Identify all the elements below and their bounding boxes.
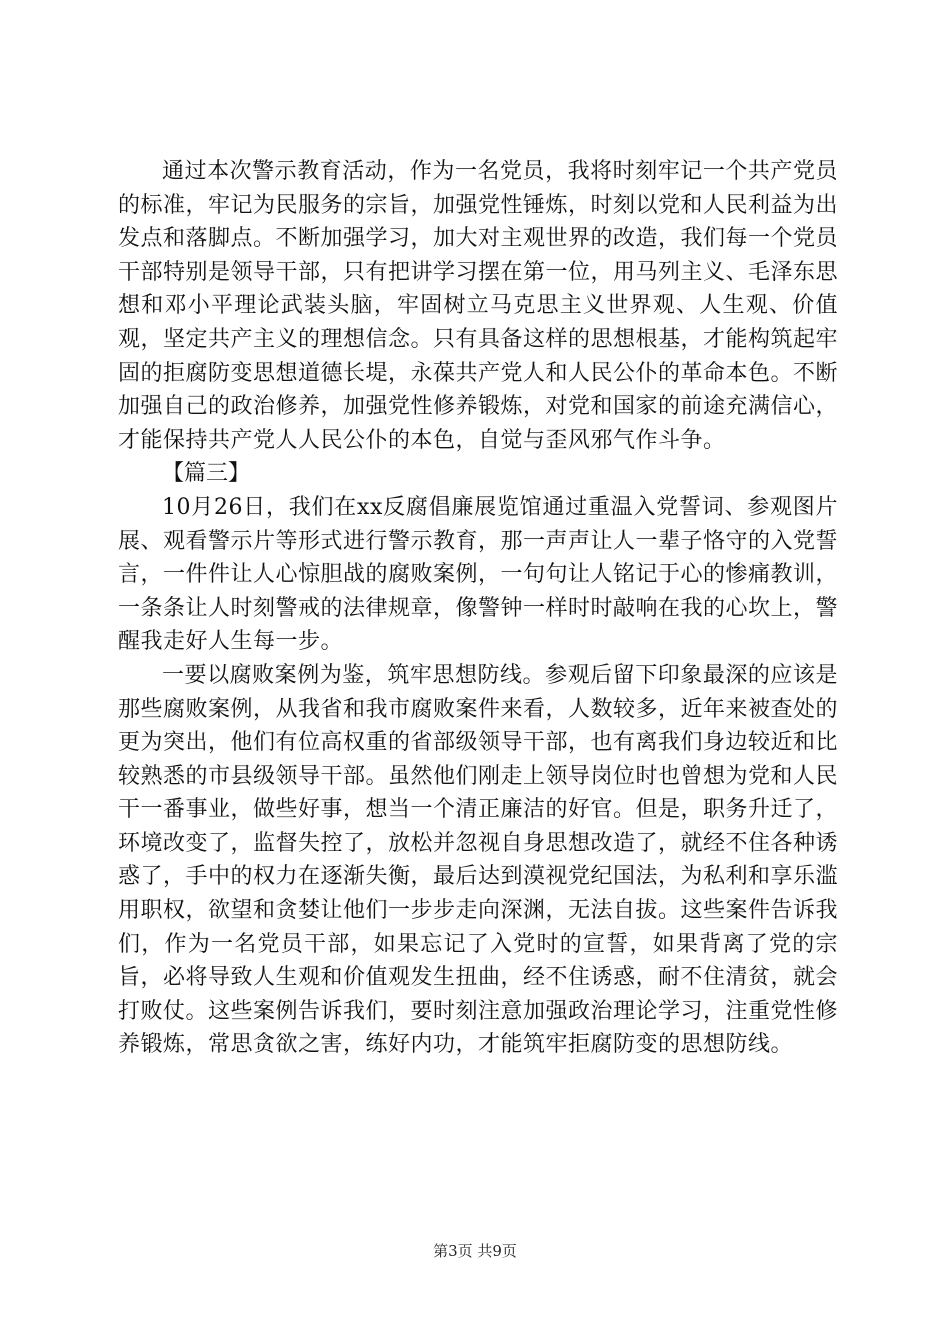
body-paragraph: 一要以腐败案例为鉴，筑牢思想防线。参观后留下印象最深的应该是那些腐败案例，从我省和我市腐败案件来看，人数较多，近年来被查处的更为突出，他们有位高权重的省部级领导干部，也有离我们身边较近和比较熟悉的市县级领导干部。虽然他们刚走上领导岗位时也曾想为党和人民干一番事业，做些好事，想当一个清正廉洁的好官。但是，职务升迁了，环境改变了，监督失控了，放松并忽视自身思想改造了，就经不住各种诱惑了，手中的权力在逐渐失衡，最后达到漠视党纪国法，为私利和享乐滥用职权，欲望和贪婪让他们一步步走向深渊，无法自拔。这些案件告诉我们，作为一名党员干部，如果忘记了入党时的宣誓，如果背离了党的宗旨，必将导致人生观和价值观发生扭曲，经不住诱惑，耐不住清贫，就会打败仗。这些案例告诉我们，要时刻注意加强政治理论学习，注重党性修养锻炼，常思贪欲之害，练好内功，才能筑牢拒腐防变的思想防线。 <box>118 662 839 1058</box>
document-body <box>118 155 838 1062</box>
body-paragraph: 通过本次警示教育活动，作为一名党员，我将时刻牢记一个共产党员的标准，牢记为民服务的宗旨，加强党性锤炼，时刻以党和人民利益为出发点和落脚点。不断加强学习，加大对主观世界的改造，我们每一个党员干部特别是领导干部，只有把讲学习摆在第一位，用马列主义、毛泽东思想和邓小平理论武装头脑，牢固树立马克思主义世界观、人生观、价值观，坚定共产主义的理想信念。只有具备这样的思想根基，才能构筑起牢固的拒腐防变思想道德长堤，永葆共产党人和人民公仆的革命本色。不断加强自己的政治修养，加强党性修养锻炼，对党和国家的前途充满信心，才能保持共产党人人民公仆的本色，自觉与歪风邪气作斗争。 <box>118 159 839 453</box>
body-paragraph: 10月26日，我们在xx反腐倡廉展览馆通过重温入党誓词、参观图片展、观看警示片等形式进行警示教育，那一声声让人一辈子恪守的入党誓言，一件件让人心惊胆战的腐败案例，一句句让人铭记于心的惨痛教训，一条条让人时刻警戒的法律规章，像警钟一样时时敲响在我的心坎上，警醒我走好人生每一步。 <box>118 494 839 655</box>
page-number-footer: 第3页 共9页 <box>433 1242 517 1260</box>
section-heading: 【篇三】 <box>162 461 251 487</box>
